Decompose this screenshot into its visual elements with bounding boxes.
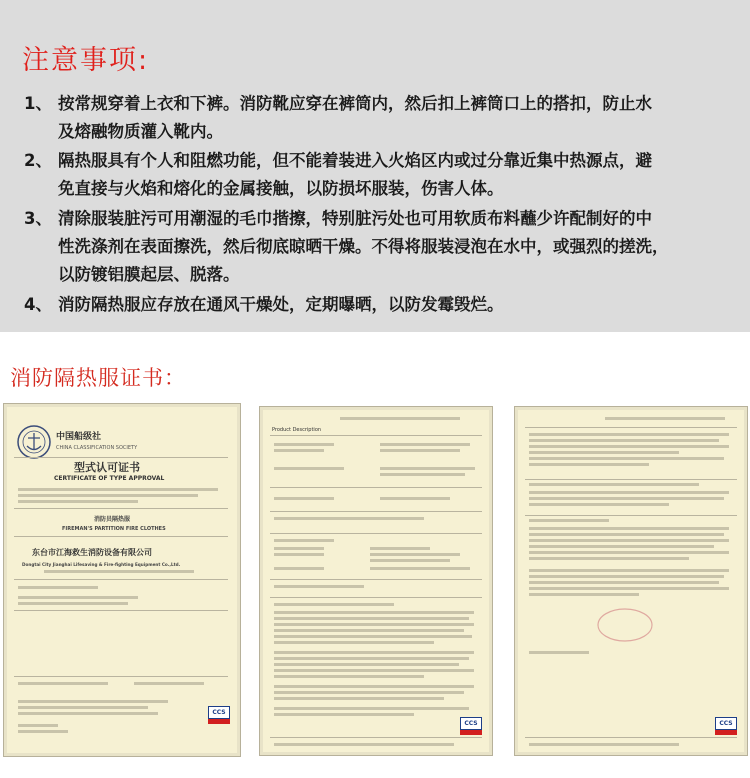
item-text: 免直接与火焰和熔化的金属接触，以防损坏服装，伤害人体。 <box>58 179 504 198</box>
item-number: 3、 <box>24 209 52 228</box>
notice-item-3 <box>24 205 669 289</box>
item-text: 性洗涤剂在表面擦洗，然后彻底晾晒干燥。不得将服装浸泡在水中，或强烈的搓洗， <box>58 237 669 256</box>
org-name-en: CHINA CLASSIFICATION SOCIETY <box>56 445 138 451</box>
ccs-emblem-icon <box>16 424 52 460</box>
certificate-product-description[interactable] <box>259 406 493 756</box>
item-text: 按常规穿着上衣和下裤。消防靴应穿在裤筒内，然后扣上裤筒口上的搭扣，防止水 <box>58 94 652 113</box>
seal-stamp-icon <box>595 605 655 645</box>
notice-item-1 <box>24 90 652 146</box>
certificate-type-approval[interactable] <box>3 403 241 757</box>
org-name-cn: 中国船级社 <box>56 432 102 442</box>
item-number: 1、 <box>24 94 52 113</box>
item-text: 隔热服具有个人和阻燃功能，但不能着装进入火焰区内或过分靠近集中热源点，避 <box>58 151 652 170</box>
ccs-logo-icon: CCS <box>208 706 230 724</box>
notice-title: 注意事项: <box>22 45 150 76</box>
ccs-logo-icon: CCS <box>460 717 482 735</box>
item-text: 消防隔热服应存放在通风干燥处，定期曝晒，以防发霉毁烂。 <box>58 295 504 314</box>
item-text: 及熔融物质灌入靴内。 <box>58 122 223 141</box>
cert-title-cn: 型式认可证书 <box>74 461 140 474</box>
ccs-logo-icon: CCS <box>715 717 737 735</box>
certificate-section-title: 消防隔热服证书： <box>10 366 186 390</box>
manufacturer-cn: 东台市江海救生消防设备有限公司 <box>32 548 152 557</box>
item-number: 4、 <box>24 295 52 314</box>
product-name-en: FIREMAN'S PARTITION FIRE CLOTHES <box>62 526 166 532</box>
item-text: 以防镀铝膜起层、脱落。 <box>58 265 240 284</box>
notice-item-4 <box>24 291 504 319</box>
item-number: 2、 <box>24 151 52 170</box>
cert-title-en: CERTIFICATE OF TYPE APPROVAL <box>54 475 165 482</box>
certificate-requirements[interactable] <box>514 406 748 756</box>
notice-panel <box>0 0 750 332</box>
section-heading: Product Description <box>272 427 322 433</box>
manufacturer-en: Dongtai City Jianghai Lifesaving & Fire-fighting Equipment Co.,Ltd. <box>22 562 181 567</box>
product-name-cn: 消防员隔热服 <box>94 516 131 523</box>
item-text: 清除服装脏污可用潮湿的毛巾揩擦，特别脏污处也可用软质布料蘸少许配制好的中 <box>58 209 652 228</box>
notice-item-2 <box>24 147 652 203</box>
